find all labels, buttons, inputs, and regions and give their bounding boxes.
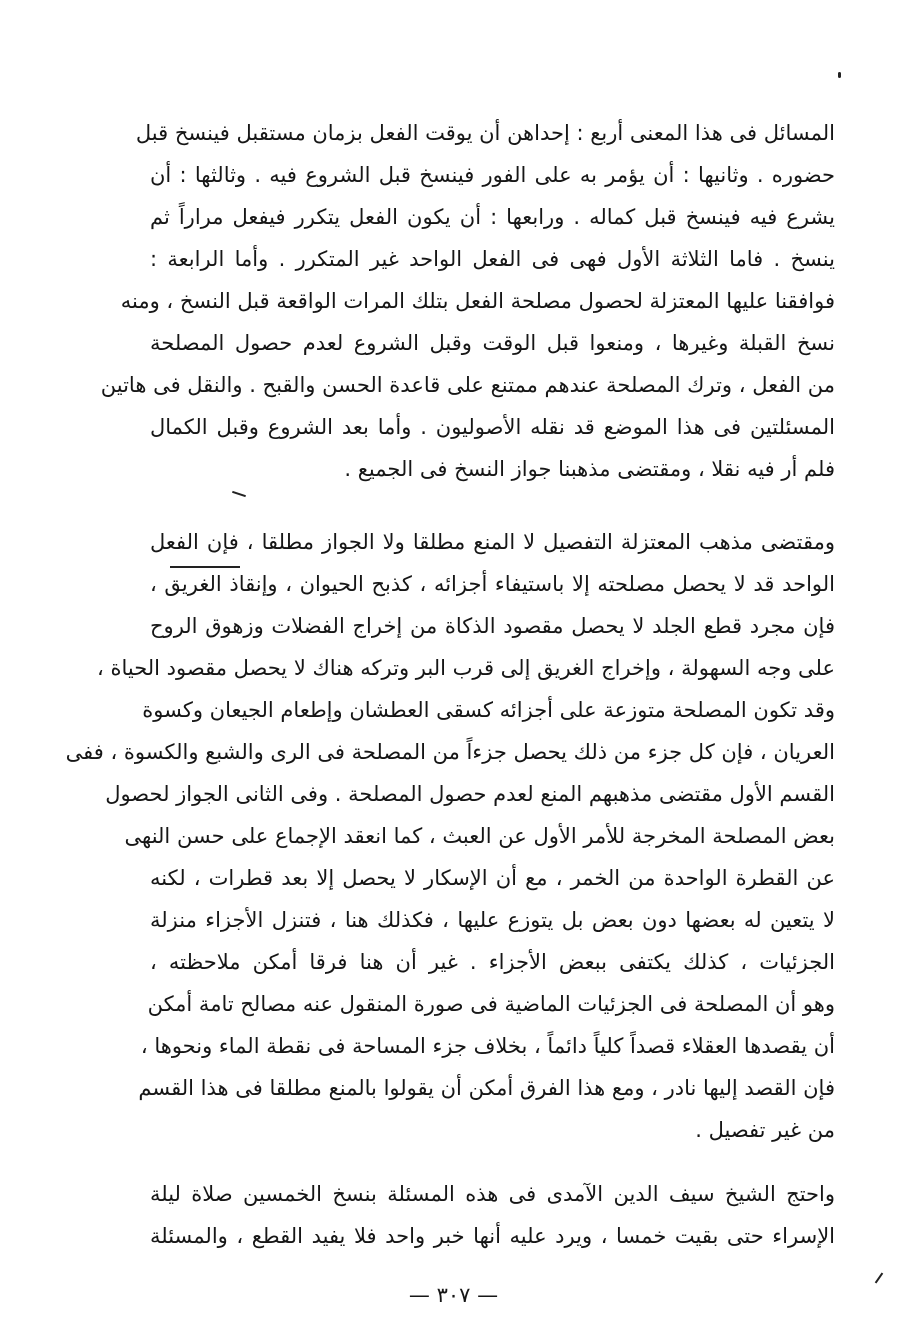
text-line: فإن مجرد قطع الجلد لا يحصل مقصود الذكاة من إخراج الفضلات وزهوق الروح [150, 614, 835, 638]
text-line: عن القطرة الواحدة من الخمر ، مع أن الإسكار لا يحصل إلا بعد قطرات ، لكنه [150, 866, 835, 890]
text-line: ومقتضى مذهب المعتزلة التفصيل لا المنع مطلقا ولا الجواز مطلقا ، فإن الفعل [150, 530, 835, 554]
text-line: من غير تفصيل . [695, 1118, 835, 1142]
paragraph-2 [65, 521, 835, 1151]
text-line: نسخ القبلة وغيرها ، ومنعوا قبل الوقت وقبل الشروع لعدم حصول المصلحة [150, 331, 835, 355]
text-line: فلم أر فيه نقلا ، ومقتضى مذهبنا جواز النسخ فى الجميع . [344, 457, 835, 481]
text-line: بعض المصلحة المخرجة للأمر الأول عن العبث ، كما انعقد الإجماع على حسن النهى [124, 824, 835, 848]
ink-dot [838, 72, 841, 78]
text-line: وهو أن المصلحة فى الجزئيات الماضية فى صورة المنقول عنه مصالح تامة أمكن [147, 992, 835, 1016]
paragraph-1 [100, 112, 835, 490]
page-number: — ٣٠٧ — [408, 1283, 499, 1307]
text-line: فوافقنا عليها المعتزلة لحصول مصلحة الفعل بتلك المرات الواقعة قبل النسخ ، ومنه [120, 289, 835, 313]
text-line: الواحد قد لا يحصل مصلحته إلا باستيفاء أجزائه ، كذبح الحيوان ، وإنقاذ الغريق ، [150, 572, 835, 596]
text-line: لا يتعين له بعضها دون بعض بل يتوزع عليها ، فكذلك هنا ، فتنزل الأجزاء منزلة [150, 908, 835, 932]
ink-tick [875, 1273, 884, 1284]
text-line: فإن القصد إليها نادر ، ومع هذا الفرق أمكن أن يقولوا بالمنع مطلقا فى هذا القسم [138, 1076, 835, 1100]
text-line: من الفعل ، وترك المصلحة عندهم ممتنع على قاعدة الحسن والقبح . والنقل فى هاتين [100, 373, 835, 397]
paragraph-3 [150, 1173, 835, 1257]
text-line: الجزئيات ، كذلك يكتفى ببعض الأجزاء . غير أن هنا فرقا أمكن ملاحظته ، [150, 950, 835, 974]
text-line: ينسخ . فاما الثلاثة الأول فهى فى الفعل الواحد غير المتكرر . وأما الرابعة : [150, 247, 835, 271]
text-line: الإسراء حتى بقيت خمسا ، ويرد عليه أنها خبر واحد فلا يفيد القطع ، والمسئلة [150, 1224, 835, 1248]
text-line: وقد تكون المصلحة متوزعة على أجزائه كسقى العطشان وإطعام الجيعان وكسوة [142, 698, 835, 722]
text-line: واحتج الشيخ سيف الدين الآمدى فى هذه المسئلة بنسخ الخمسين صلاة ليلة [150, 1182, 835, 1206]
text-line: العريان ، فإن كل جزء من ذلك يحصل جزءاً من المصلحة فى الرى والشبع والكسوة ، ففى [65, 740, 835, 764]
text-line: يشرع فيه فينسخ قبل كماله . ورابعها : أن يكون الفعل يتكرر فيفعل مراراً ثم [150, 205, 835, 229]
text-line: على وجه السهولة ، وإخراج الغريق إلى قرب البر وتركه هناك لا يحصل مقصود الحياة ، [97, 656, 835, 680]
text-line: المسئلتين فى هذا الموضع قد نقله الأصوليون . وأما بعد الشروع وقبل الكمال [150, 415, 835, 439]
text-line: المسائل فى هذا المعنى أربع : إحداهن أن يوقت الفعل بزمان مستقبل فينسخ قبل [135, 121, 835, 145]
ink-dash [232, 491, 246, 497]
text-line: القسم الأول مقتضى مذهبهم المنع لعدم حصول المصلحة . وفى الثانى الجواز لحصول [105, 782, 835, 806]
text-line: حضوره . وثانيها : أن يؤمر به على الفور فينسخ قبل الشروع فيه . وثالثها : أن [150, 163, 835, 187]
text-line: أن يقصدها العقلاء قصداً كلياً دائماً ، بخلاف جزء المساحة فى نقطة الماء ونحوها ، [140, 1034, 835, 1058]
ink-underline [170, 566, 240, 568]
